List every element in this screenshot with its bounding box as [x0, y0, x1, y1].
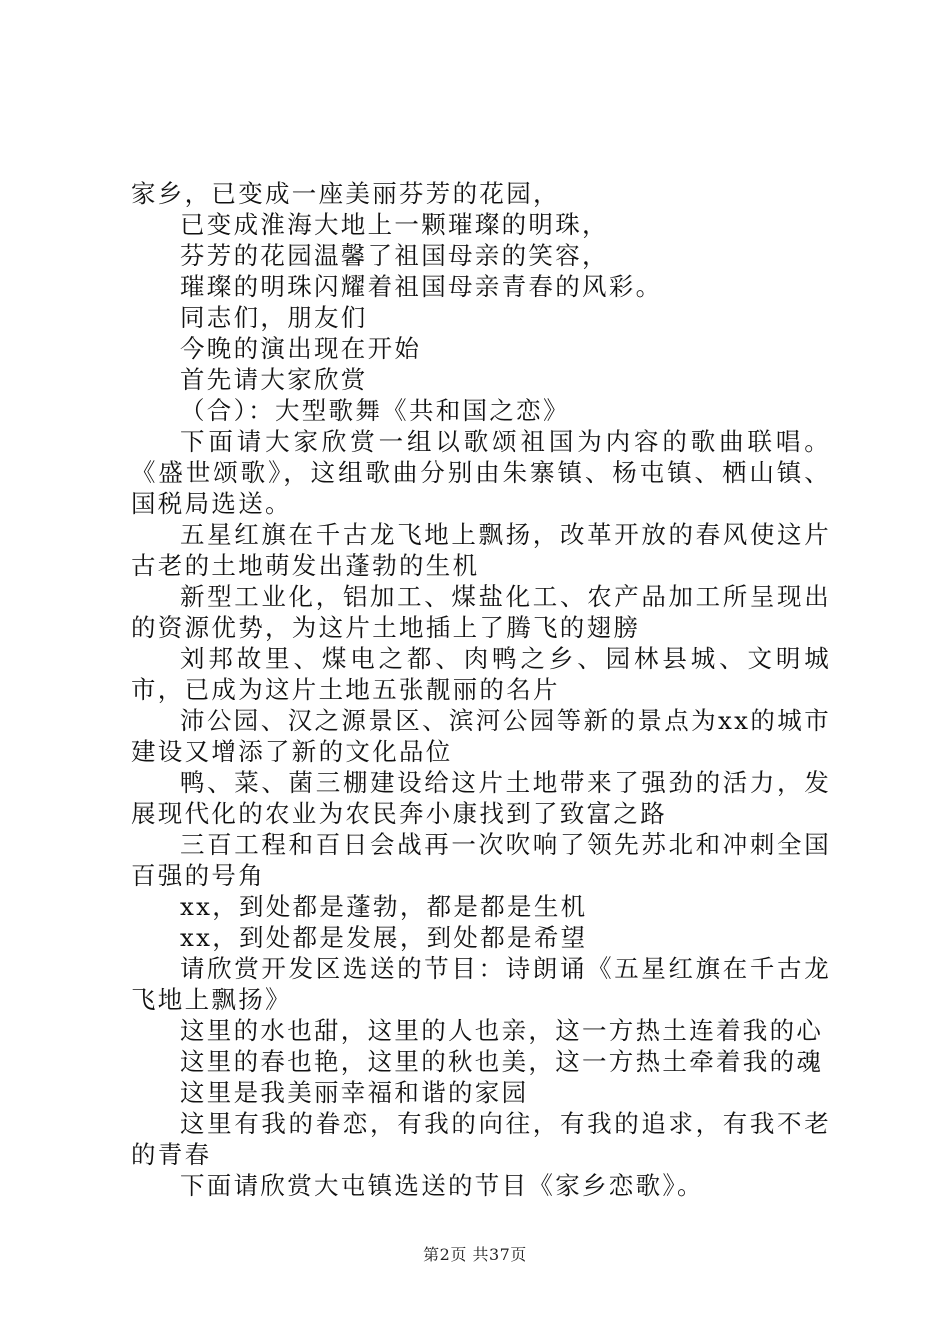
paragraph: 刘邦故里、煤电之都、肉鸭之乡、园林县城、文明城市，已成为这片土地五张靓丽的名片	[131, 644, 831, 704]
paragraph: 鸭、菜、菌三棚建设给这片土地带来了强劲的活力，发展现代化的农业为农民奔小康找到了致富之路	[131, 768, 831, 828]
paragraph: 首先请大家欣赏	[180, 365, 368, 394]
paragraph: 这里的水也甜，这里的人也亲，这一方热土连着我的心	[180, 1016, 824, 1045]
paragraph: 这里的春也艳，这里的秋也美，这一方热土牵着我的魂	[180, 1047, 824, 1076]
paragraph: 沛公园、汉之源景区、滨河公园等新的景点为xx的城市建设又增添了新的文化品位	[131, 706, 831, 766]
paragraph: 璀璨的明珠闪耀着祖国母亲青春的风彩。	[180, 272, 663, 301]
paragraph: 家乡，已变成一座美丽芬芳的花园，	[131, 179, 560, 208]
paragraph: 下面请大家欣赏一组以歌颂祖国为内容的歌曲联唱。《盛世颂歌》，这组歌曲分别由朱寨镇、杨屯镇、栖山镇、国税局选送。	[131, 427, 831, 518]
paragraph: 三百工程和百日会战再一次吹响了领先苏北和冲刺全国百强的号角	[131, 830, 831, 890]
paragraph: 这里是我美丽幸福和谐的家园	[180, 1078, 529, 1107]
paragraph: 芬芳的花园温馨了祖国母亲的笑容，	[180, 241, 609, 270]
page-number-label: 第2页 共37页	[423, 1245, 527, 1264]
paragraph: 这里有我的眷恋，有我的向往，有我的追求，有我不老的青春	[131, 1109, 831, 1169]
paragraph: 新型工业化，铝加工、煤盐化工、农产品加工所呈现出的资源优势，为这片土地插上了腾飞的翅膀	[131, 582, 831, 642]
paragraph: 请欣赏开发区选送的节目：诗朗诵《五星红旗在千古龙飞地上飘扬》	[131, 954, 831, 1014]
paragraph: （合）：大型歌舞《共和国之恋》	[180, 396, 570, 425]
paragraph: 下面请欣赏大屯镇选送的节目《家乡恋歌》。	[180, 1171, 704, 1200]
document-body	[131, 178, 831, 1201]
paragraph: xx，到处都是蓬勃，都是都是生机	[180, 892, 588, 921]
paragraph: xx，到处都是发展，到处都是希望	[180, 923, 588, 952]
paragraph: 同志们，朋友们	[180, 303, 368, 332]
paragraph: 今晚的演出现在开始	[180, 334, 422, 363]
page-footer	[0, 1244, 950, 1266]
paragraph: 五星红旗在千古龙飞地上飘扬，改革开放的春风使这片古老的土地萌发出蓬勃的生机	[131, 520, 831, 580]
paragraph: 已变成淮海大地上一颗璀璨的明珠，	[180, 210, 609, 239]
